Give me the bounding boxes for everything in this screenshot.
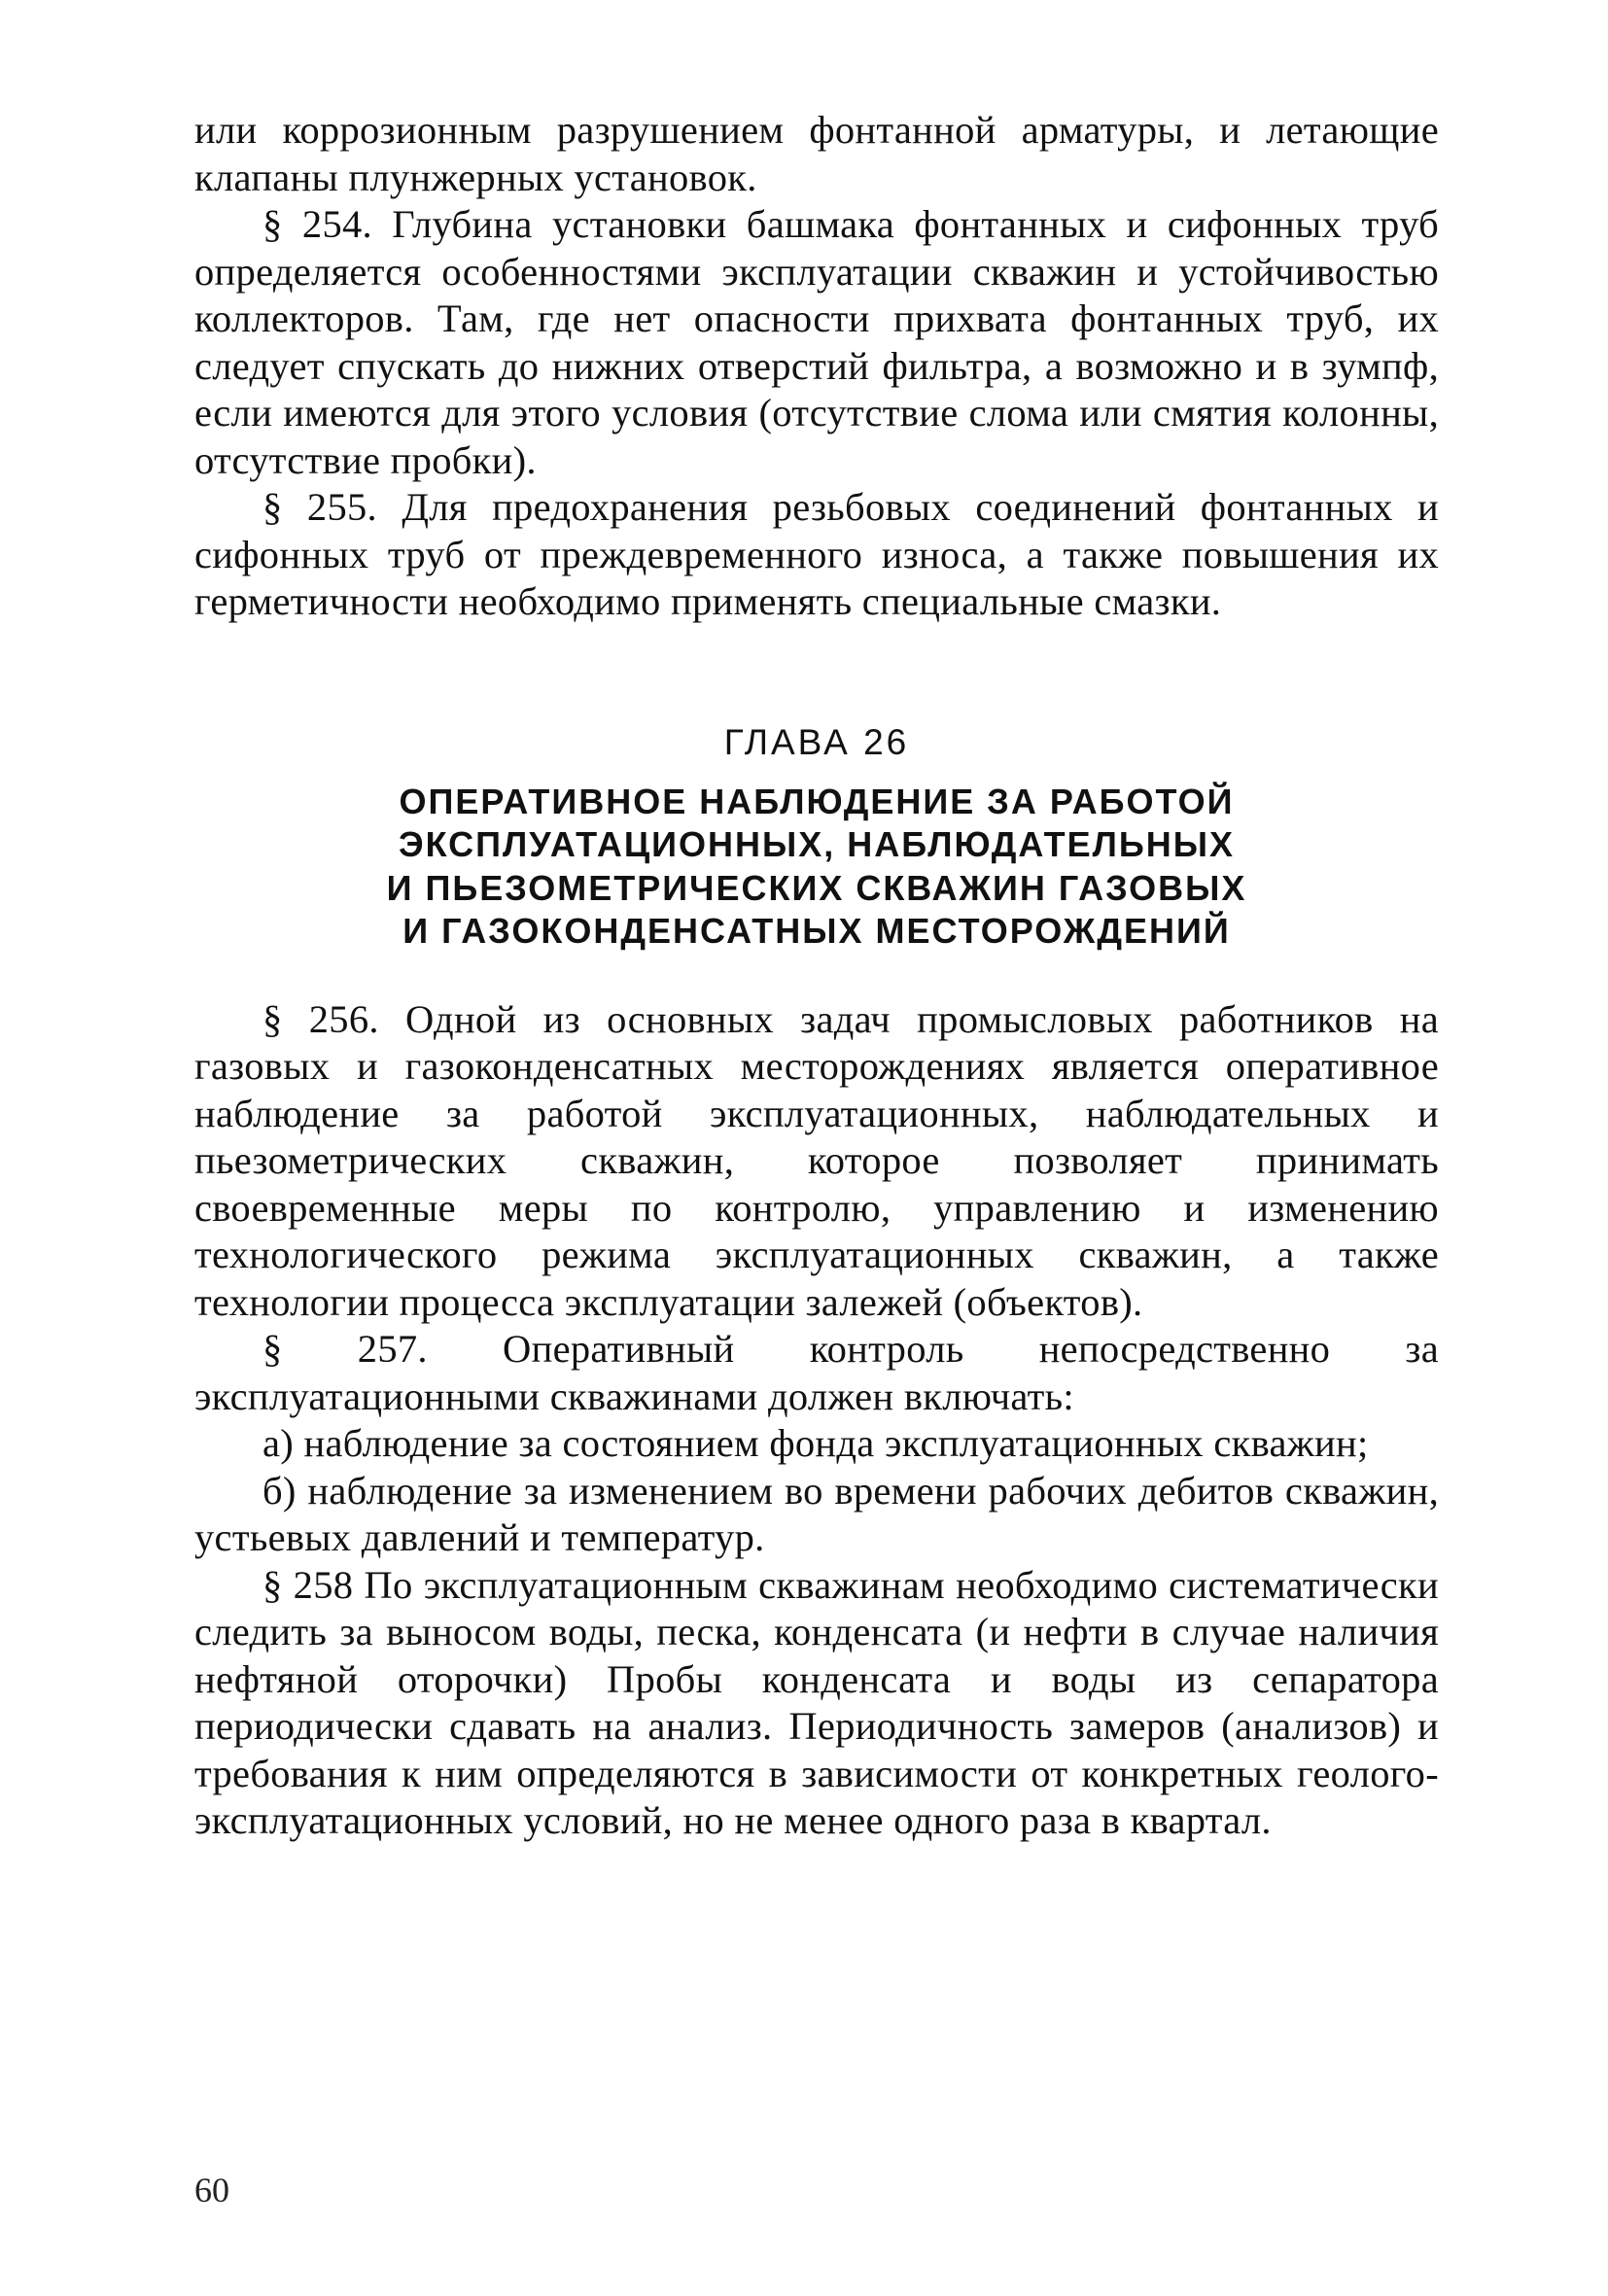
- paragraph-256: § 256. Одной из основных задач промысловых работников на газовых и газоконденсатных месторождениях является оперативное наблюдение за работой эксплуатационных, наблюдательных и пьезометрических скважин, которое позволяет принимать своевременные меры по контролю, управлению и изменению технологического режима эксплуатационных скважин, а также технологии процесса эксплуатации залежей (объектов).: [194, 996, 1439, 1324]
- paragraph-254: § 254. Глубина установки башмака фонтанных и сифонных труб определяется особенностями эксплуатации скважин и устойчивостью коллекторов. Там, где нет опасности прихвата фонтанных труб, их следует спускать до нижних отверстий фильтра, а возможно и в зумпф, если имеются для этого условия (отсутствие слома или смятия колонны, отсутствие пробки).: [194, 202, 1439, 482]
- list-item-a: а) наблюдение за состоянием фонда эксплуатационных скважин;: [262, 1421, 1369, 1465]
- chapter-title-line: И ПЬЕЗОМЕТРИЧЕСКИХ СКВАЖИН ГАЗОВЫХ: [386, 867, 1247, 908]
- paragraph-257: § 257. Оперативный контроль непосредственно за эксплуатационными скважинами должен включать:: [194, 1327, 1439, 1418]
- page-number: 60: [194, 2171, 229, 2209]
- page-content: [194, 107, 1439, 1845]
- paragraph-continuation: или коррозионным разрушением фонтанной арматуры, и летающие клапаны плунжерных установок.: [194, 108, 1439, 199]
- paragraph-255: § 255. Для предохранения резьбовых соединений фонтанных и сифонных труб от преждевременного износа, а также повышения их герметичности необходимо применять специальные смазки.: [194, 485, 1439, 623]
- chapter-label: ГЛАВА 26: [723, 721, 910, 762]
- chapter-title-line: ОПЕРАТИВНОЕ НАБЛЮДЕНИЕ ЗА РАБОТОЙ: [399, 781, 1235, 821]
- chapter-title-line: ЭКСПЛУАТАЦИОННЫХ, НАБЛЮДАТЕЛЬНЫХ: [399, 824, 1235, 864]
- paragraph-258: § 258 По эксплуатационным скважинам необходимо систематически следить за выносом воды, песка, конденсата (и нефти в случае наличия нефтяной оторочки) Пробы конденсата и воды из сепаратора периодически сдавать на анализ. Периодичность замеров (анализов) и требования к ним определяются в зависимости от конкретных геолого-эксплуатационных условий, но не менее одного раза в квартал.: [194, 1562, 1439, 1842]
- chapter-heading: [194, 718, 1439, 954]
- chapter-title-line: И ГАЗОКОНДЕНСАТНЫХ МЕСТОРОЖДЕНИЙ: [402, 911, 1231, 951]
- chapter-title: [194, 781, 1439, 954]
- list-item-b: б) наблюдение за изменением во времени рабочих дебитов скважин, устьевых давлений и температур.: [194, 1468, 1439, 1559]
